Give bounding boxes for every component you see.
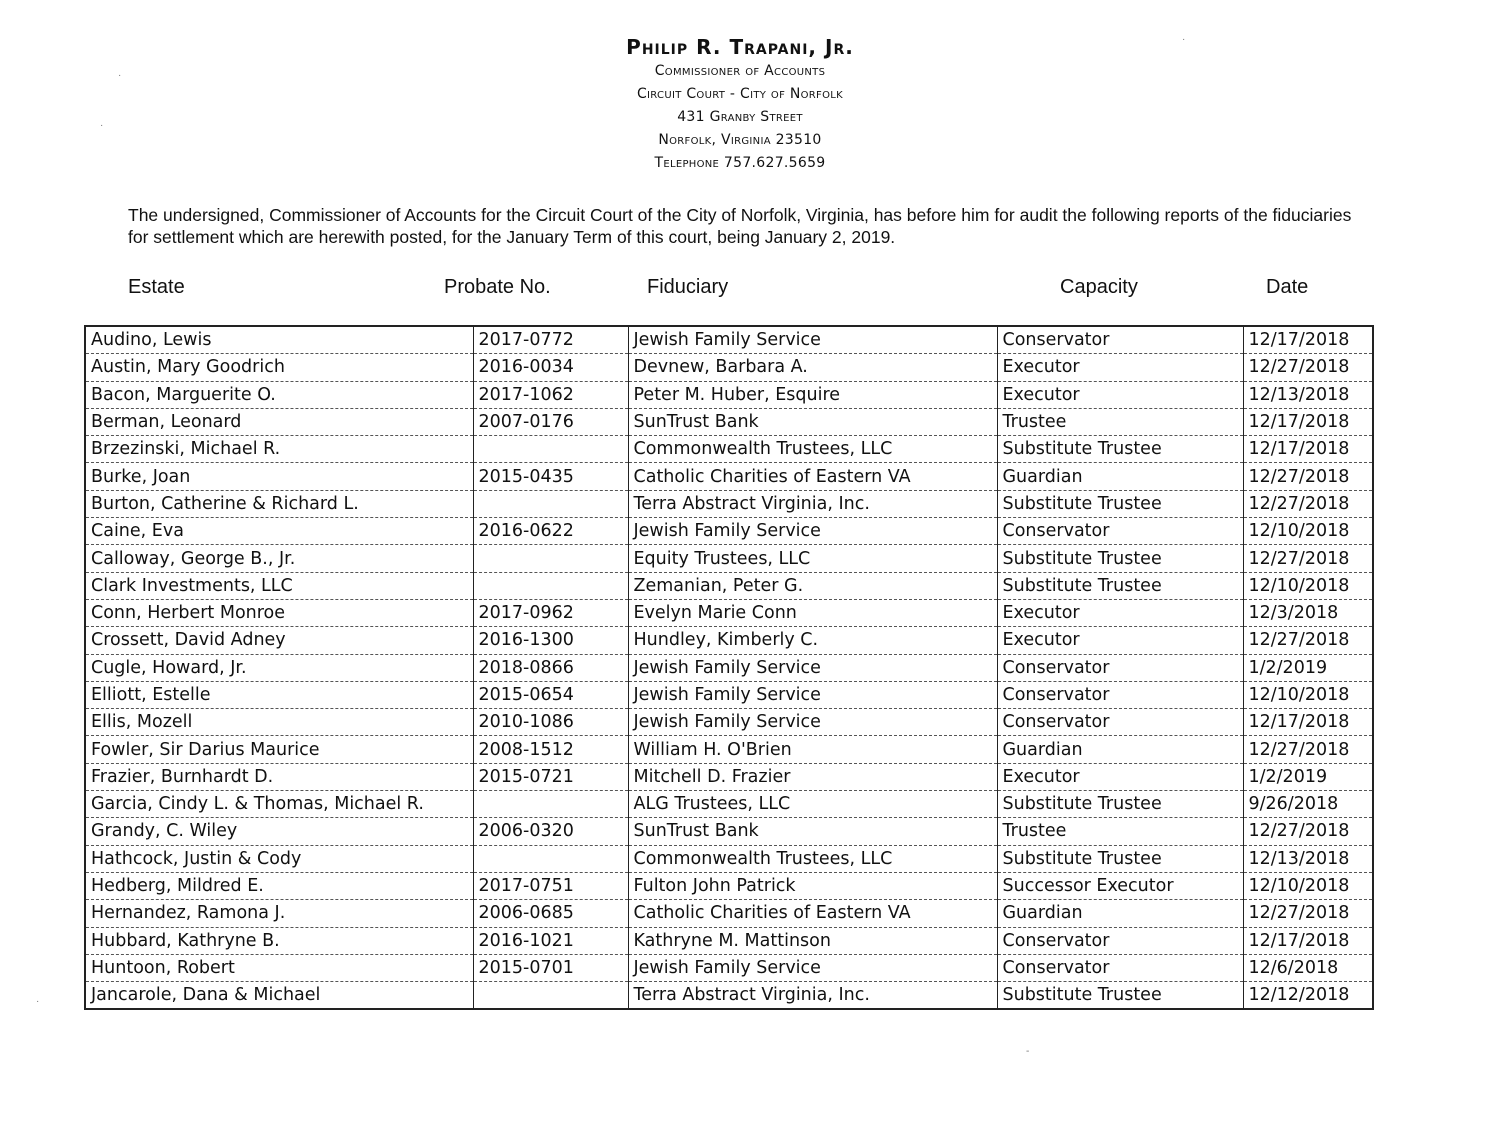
table-row <box>85 354 1373 381</box>
cell-capacity: Trustee <box>997 818 1243 845</box>
table-row <box>85 654 1373 681</box>
letterhead <box>560 34 920 175</box>
cell-probate: 2018-0866 <box>473 654 628 681</box>
cell-probate: 2016-1300 <box>473 627 628 654</box>
cell-date: 12/10/2018 <box>1243 681 1373 708</box>
cell-date: 12/27/2018 <box>1243 463 1373 490</box>
cell-capacity: Substitute Trustee <box>997 982 1243 1010</box>
header-date: Date <box>1266 276 1309 298</box>
cell-capacity: Guardian <box>997 736 1243 763</box>
cell-fiduciary: Fulton John Patrick <box>628 872 997 899</box>
cell-capacity: Conservator <box>997 326 1243 354</box>
cell-fiduciary: Commonwealth Trustees, LLC <box>628 845 997 872</box>
cell-capacity: Executor <box>997 354 1243 381</box>
cell-estate: Conn, Herbert Monroe <box>85 599 473 626</box>
table-row <box>85 709 1373 736</box>
cell-probate <box>473 982 628 1010</box>
cell-estate: Hathcock, Justin & Cody <box>85 845 473 872</box>
cell-estate: Frazier, Burnhardt D. <box>85 763 473 790</box>
street-address: 431 Granby Street <box>677 109 803 125</box>
cell-date: 12/13/2018 <box>1243 381 1373 408</box>
commissioner-name: Philip R. Trapani, Jr. <box>626 35 854 59</box>
table-row <box>85 763 1373 790</box>
cell-date: 12/10/2018 <box>1243 518 1373 545</box>
cell-date: 12/3/2018 <box>1243 599 1373 626</box>
cell-fiduciary: Catholic Charities of Eastern VA <box>628 463 997 490</box>
cell-estate: Audino, Lewis <box>85 326 473 354</box>
table-row <box>85 436 1373 463</box>
cell-estate: Austin, Mary Goodrich <box>85 354 473 381</box>
cell-capacity: Guardian <box>997 900 1243 927</box>
cell-fiduciary: Evelyn Marie Conn <box>628 599 997 626</box>
cell-fiduciary: Jewish Family Service <box>628 954 997 981</box>
cell-probate <box>473 436 628 463</box>
cell-capacity: Executor <box>997 381 1243 408</box>
cell-fiduciary: Jewish Family Service <box>628 518 997 545</box>
cell-fiduciary: Jewish Family Service <box>628 709 997 736</box>
scan-speck: · <box>1182 34 1186 45</box>
table-row <box>85 545 1373 572</box>
cell-fiduciary: SunTrust Bank <box>628 408 997 435</box>
cell-probate <box>473 490 628 517</box>
cell-probate: 2017-1062 <box>473 381 628 408</box>
cell-probate: 2006-0320 <box>473 818 628 845</box>
cell-capacity: Conservator <box>997 709 1243 736</box>
cell-capacity: Successor Executor <box>997 872 1243 899</box>
cell-estate: Calloway, George B., Jr. <box>85 545 473 572</box>
cell-estate: Berman, Leonard <box>85 408 473 435</box>
cell-fiduciary: Kathryne M. Mattinson <box>628 927 997 954</box>
intro-paragraph: The undersigned, Commissioner of Accounts for the Circuit Court of the City of Norfolk, Virginia, has before him for audit the following reports of the fiduciaries for settlement which are herewith posted, for the January Term of this court, being January 2, 2019. <box>128 205 1352 247</box>
cell-probate <box>473 791 628 818</box>
cell-probate: 2015-0701 <box>473 954 628 981</box>
table-row <box>85 872 1373 899</box>
cell-estate: Ellis, Mozell <box>85 709 473 736</box>
cell-capacity: Executor <box>997 627 1243 654</box>
cell-capacity: Substitute Trustee <box>997 490 1243 517</box>
cell-fiduciary: Mitchell D. Frazier <box>628 763 997 790</box>
cell-capacity: Executor <box>997 599 1243 626</box>
table-row <box>85 408 1373 435</box>
cell-capacity: Conservator <box>997 927 1243 954</box>
table-row <box>85 818 1373 845</box>
cell-fiduciary: Catholic Charities of Eastern VA <box>628 900 997 927</box>
table-row <box>85 954 1373 981</box>
cell-probate <box>473 545 628 572</box>
cell-date: 12/17/2018 <box>1243 408 1373 435</box>
cell-date: 12/27/2018 <box>1243 354 1373 381</box>
table-row <box>85 463 1373 490</box>
cell-estate: Bacon, Marguerite O. <box>85 381 473 408</box>
table-row <box>85 326 1373 354</box>
cell-fiduciary: Jewish Family Service <box>628 654 997 681</box>
telephone: Telephone 757.627.5659 <box>654 155 826 171</box>
cell-probate: 2016-1021 <box>473 927 628 954</box>
cell-probate: 2017-0962 <box>473 599 628 626</box>
header-estate: Estate <box>128 276 185 298</box>
table-row <box>85 736 1373 763</box>
cell-estate: Brzezinski, Michael R. <box>85 436 473 463</box>
cell-probate: 2017-0772 <box>473 326 628 354</box>
cell-fiduciary: ALG Trustees, LLC <box>628 791 997 818</box>
cell-probate: 2015-0435 <box>473 463 628 490</box>
table-row <box>85 627 1373 654</box>
cell-date: 1/2/2019 <box>1243 763 1373 790</box>
header-capacity: Capacity <box>1060 276 1138 298</box>
cell-date: 12/13/2018 <box>1243 845 1373 872</box>
cell-fiduciary: SunTrust Bank <box>628 818 997 845</box>
cell-fiduciary: Devnew, Barbara A. <box>628 354 997 381</box>
cell-date: 12/27/2018 <box>1243 736 1373 763</box>
cell-fiduciary: Zemanian, Peter G. <box>628 572 997 599</box>
cell-capacity: Conservator <box>997 681 1243 708</box>
scan-speck: · <box>100 120 104 131</box>
cell-date: 12/17/2018 <box>1243 436 1373 463</box>
cell-capacity: Substitute Trustee <box>997 845 1243 872</box>
cell-estate: Crossett, David Adney <box>85 627 473 654</box>
cell-probate: 2016-0034 <box>473 354 628 381</box>
cell-date: 1/2/2019 <box>1243 654 1373 681</box>
table-row <box>85 681 1373 708</box>
cell-date: 12/17/2018 <box>1243 326 1373 354</box>
cell-estate: Caine, Eva <box>85 518 473 545</box>
cell-capacity: Executor <box>997 763 1243 790</box>
table-row <box>85 791 1373 818</box>
cell-date: 12/27/2018 <box>1243 545 1373 572</box>
table-row <box>85 982 1373 1010</box>
court-name: Circuit Court - City of Norfolk <box>636 86 844 102</box>
cell-probate: 2017-0751 <box>473 872 628 899</box>
scan-speck: - <box>1026 1046 1030 1057</box>
cell-estate: Hernandez, Ramona J. <box>85 900 473 927</box>
header-probate: Probate No. <box>444 276 551 298</box>
fiduciary-table <box>84 325 1374 1010</box>
cell-date: 12/27/2018 <box>1243 900 1373 927</box>
cell-estate: Garcia, Cindy L. & Thomas, Michael R. <box>85 791 473 818</box>
cell-estate: Huntoon, Robert <box>85 954 473 981</box>
cell-capacity: Conservator <box>997 654 1243 681</box>
cell-estate: Fowler, Sir Darius Maurice <box>85 736 473 763</box>
cell-date: 9/26/2018 <box>1243 791 1373 818</box>
cell-probate <box>473 572 628 599</box>
table-row <box>85 572 1373 599</box>
table-row <box>85 845 1373 872</box>
cell-fiduciary: Jewish Family Service <box>628 681 997 708</box>
table-row <box>85 927 1373 954</box>
cell-estate: Grandy, C. Wiley <box>85 818 473 845</box>
cell-probate <box>473 845 628 872</box>
cell-capacity: Substitute Trustee <box>997 545 1243 572</box>
cell-probate: 2007-0176 <box>473 408 628 435</box>
cell-capacity: Trustee <box>997 408 1243 435</box>
scan-speck: · <box>118 70 122 81</box>
cell-probate: 2008-1512 <box>473 736 628 763</box>
cell-fiduciary: Equity Trustees, LLC <box>628 545 997 572</box>
cell-fiduciary: Jewish Family Service <box>628 326 997 354</box>
cell-fiduciary: Terra Abstract Virginia, Inc. <box>628 982 997 1010</box>
cell-capacity: Conservator <box>997 518 1243 545</box>
cell-capacity: Conservator <box>997 954 1243 981</box>
cell-fiduciary: Hundley, Kimberly C. <box>628 627 997 654</box>
cell-capacity: Substitute Trustee <box>997 572 1243 599</box>
cell-estate: Elliott, Estelle <box>85 681 473 708</box>
cell-probate: 2016-0622 <box>473 518 628 545</box>
table-row <box>85 900 1373 927</box>
cell-estate: Burke, Joan <box>85 463 473 490</box>
cell-date: 12/27/2018 <box>1243 490 1373 517</box>
table-row <box>85 599 1373 626</box>
cell-probate: 2015-0721 <box>473 763 628 790</box>
cell-capacity: Substitute Trustee <box>997 436 1243 463</box>
cell-estate: Hubbard, Kathryne B. <box>85 927 473 954</box>
cell-date: 12/17/2018 <box>1243 709 1373 736</box>
cell-fiduciary: William H. O'Brien <box>628 736 997 763</box>
cell-date: 12/27/2018 <box>1243 818 1373 845</box>
header-fiduciary: Fiduciary <box>647 276 729 298</box>
cell-date: 12/17/2018 <box>1243 927 1373 954</box>
cell-probate: 2015-0654 <box>473 681 628 708</box>
cell-estate: Burton, Catherine & Richard L. <box>85 490 473 517</box>
cell-estate: Cugle, Howard, Jr. <box>85 654 473 681</box>
cell-probate: 2010-1086 <box>473 709 628 736</box>
table-row <box>85 381 1373 408</box>
cell-estate: Jancarole, Dana & Michael <box>85 982 473 1010</box>
cell-date: 12/10/2018 <box>1243 572 1373 599</box>
cell-date: 12/6/2018 <box>1243 954 1373 981</box>
cell-capacity: Guardian <box>997 463 1243 490</box>
table-row <box>85 518 1373 545</box>
scan-speck: · <box>36 996 40 1007</box>
table-row <box>85 490 1373 517</box>
cell-estate: Clark Investments, LLC <box>85 572 473 599</box>
cell-date: 12/27/2018 <box>1243 627 1373 654</box>
cell-fiduciary: Terra Abstract Virginia, Inc. <box>628 490 997 517</box>
cell-date: 12/10/2018 <box>1243 872 1373 899</box>
commissioner-title: Commissioner of Accounts <box>654 63 826 79</box>
cell-probate: 2006-0685 <box>473 900 628 927</box>
cell-estate: Hedberg, Mildred E. <box>85 872 473 899</box>
cell-capacity: Substitute Trustee <box>997 791 1243 818</box>
cell-fiduciary: Commonwealth Trustees, LLC <box>628 436 997 463</box>
cell-fiduciary: Peter M. Huber, Esquire <box>628 381 997 408</box>
city-address: Norfolk, Virginia 23510 <box>658 132 822 148</box>
cell-date: 12/12/2018 <box>1243 982 1373 1010</box>
